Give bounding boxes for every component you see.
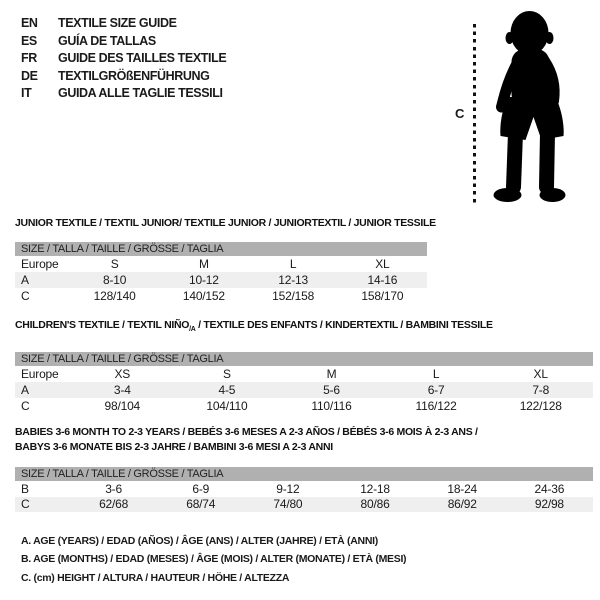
- language-row: [21, 68, 226, 86]
- cell: 6-9: [192, 481, 210, 496]
- cell: 104/110: [206, 399, 248, 414]
- table-row: [15, 481, 593, 497]
- cell: L: [289, 257, 297, 271]
- language-code: DE: [21, 68, 38, 83]
- cell: 12-13: [278, 273, 308, 287]
- title-line-1: BABIES 3-6 MONTH TO 2-3 YEARS / BEBÉS 3-6 MESES A 2-3 AÑOS / BÉBÉS 3-6 MOIS À 2-3 ANS /: [15, 426, 478, 438]
- language-code: IT: [21, 86, 32, 101]
- cell: 110/116: [311, 399, 352, 414]
- legend-item-c: C. (cm) HEIGHT / ALTURA / HAUTEUR / HÖHE / ALTEZZA: [21, 571, 290, 584]
- row-label: Europe: [21, 367, 59, 382]
- legend-item-b: B. AGE (MONTHS) / EDAD (MESES) / ÂGE (MOIS) / ALTER (MONATE) / ETÀ (MESI): [21, 553, 407, 566]
- cell: 80/86: [360, 497, 390, 512]
- cell: 74/80: [273, 497, 303, 512]
- junior-section: [15, 216, 436, 304]
- title-subscript: /A: [189, 326, 196, 334]
- language-title: TEXTILE SIZE GUIDE: [58, 16, 177, 30]
- table-row: [15, 256, 427, 272]
- cell: 116/122: [415, 399, 457, 414]
- cell: 92/98: [534, 497, 564, 512]
- cell: L: [432, 367, 440, 382]
- language-row: [21, 85, 226, 103]
- language-title: GUIDE DES TAILLES TEXTILE: [58, 51, 227, 66]
- cell: S: [110, 257, 119, 271]
- cell: 98/104: [104, 399, 141, 414]
- cell: 3-4: [113, 383, 131, 398]
- language-title: GUÍA DE TALLAS: [58, 33, 156, 48]
- cell: S: [222, 367, 231, 382]
- language-title: GUIDA ALLE TAGLIE TESSILI: [58, 86, 223, 101]
- table-row: [15, 497, 593, 513]
- table-row: [15, 382, 593, 398]
- size-header-row: [15, 467, 593, 481]
- children-section: [15, 318, 593, 414]
- cell: 128/140: [93, 289, 136, 303]
- table-row: [15, 398, 593, 414]
- babies-table-title: [15, 425, 593, 455]
- language-code: FR: [21, 51, 37, 66]
- title-text: / TEXTILE DES ENFANTS / KINDERTEXTIL / BAMBINI TESSILE: [195, 319, 493, 331]
- table-row: [15, 366, 593, 382]
- size-header-row: [15, 352, 593, 366]
- cell: 158/170: [361, 289, 404, 303]
- cell: 8-10: [103, 273, 127, 287]
- title-line-2: BABYS 3-6 MONATE BIS 2-3 JAHRE / BAMBINI 3-6 MESI A 2-3 ANNI: [15, 441, 333, 453]
- language-code: EN: [21, 16, 38, 30]
- cell: 18-24: [447, 481, 478, 496]
- row-label: Europe: [21, 257, 59, 271]
- babies-size-table: [15, 467, 593, 512]
- cell: 7-8: [532, 383, 550, 398]
- cell: 9-12: [276, 481, 300, 496]
- title-text: CHILDREN'S TEXTILE / TEXTIL NIÑO: [15, 319, 190, 331]
- cell: M: [326, 367, 337, 382]
- cell: 24-36: [534, 481, 565, 496]
- cell: 10-12: [189, 273, 219, 287]
- legend-item-a: A. AGE (YEARS) / EDAD (AÑOS) / ÂGE (ANS) / ALTER (JAHRE) / ETÀ (ANNI): [21, 535, 378, 547]
- baby-silhouette-icon: [480, 7, 577, 207]
- table-row: [15, 272, 427, 288]
- size-header: SIZE / TALLA / TAILLE / GRÖSSE / TAGLIA: [15, 242, 427, 256]
- cell: 140/152: [182, 289, 225, 303]
- row-label: C: [21, 497, 30, 512]
- babies-section: [15, 425, 593, 512]
- size-header: SIZE / TALLA / TAILLE / GRÖSSE / TAGLIA: [15, 352, 593, 366]
- table-row: [15, 288, 427, 304]
- row-label: B: [21, 481, 29, 496]
- legend: [21, 532, 406, 587]
- height-measure-label: C: [455, 106, 465, 121]
- cell: 152/158: [272, 289, 315, 303]
- cell: 14-16: [367, 273, 398, 287]
- row-label: C: [21, 399, 30, 414]
- children-table-title: [15, 318, 593, 337]
- children-size-table: [15, 352, 593, 414]
- language-row: [21, 33, 226, 51]
- cell: XL: [533, 367, 548, 382]
- size-header-row: [15, 242, 427, 256]
- row-label: A: [21, 273, 29, 287]
- cell: 12-18: [360, 481, 390, 496]
- size-header: SIZE / TALLA / TAILLE / GRÖSSE / TAGLIA: [15, 467, 593, 481]
- cell: 122/128: [519, 399, 562, 414]
- cell: 3-6: [105, 481, 122, 496]
- cell: 68/74: [186, 497, 216, 512]
- cell: 4-5: [218, 383, 236, 398]
- cell: 5-6: [323, 383, 340, 398]
- language-title: TEXTILGRÖßENFÜHRUNG: [58, 68, 210, 83]
- cell: XS: [114, 367, 131, 382]
- cell: 86/92: [447, 497, 477, 512]
- row-label: C: [21, 289, 30, 303]
- cell: XL: [375, 257, 390, 271]
- junior-size-table: [15, 242, 427, 304]
- junior-table-title: JUNIOR TEXTILE / TEXTIL JUNIOR/ TEXTILE JUNIOR / JUNIORTEXTIL / JUNIOR TESSILE: [15, 217, 436, 229]
- cell: 62/68: [99, 497, 129, 512]
- height-measure-line: [473, 24, 476, 206]
- language-list: [21, 15, 226, 103]
- cell: 6-7: [427, 383, 445, 398]
- language-code: ES: [21, 33, 37, 48]
- language-row: [21, 15, 226, 33]
- cell: M: [198, 257, 209, 271]
- row-label: A: [21, 383, 29, 398]
- language-row: [21, 50, 226, 68]
